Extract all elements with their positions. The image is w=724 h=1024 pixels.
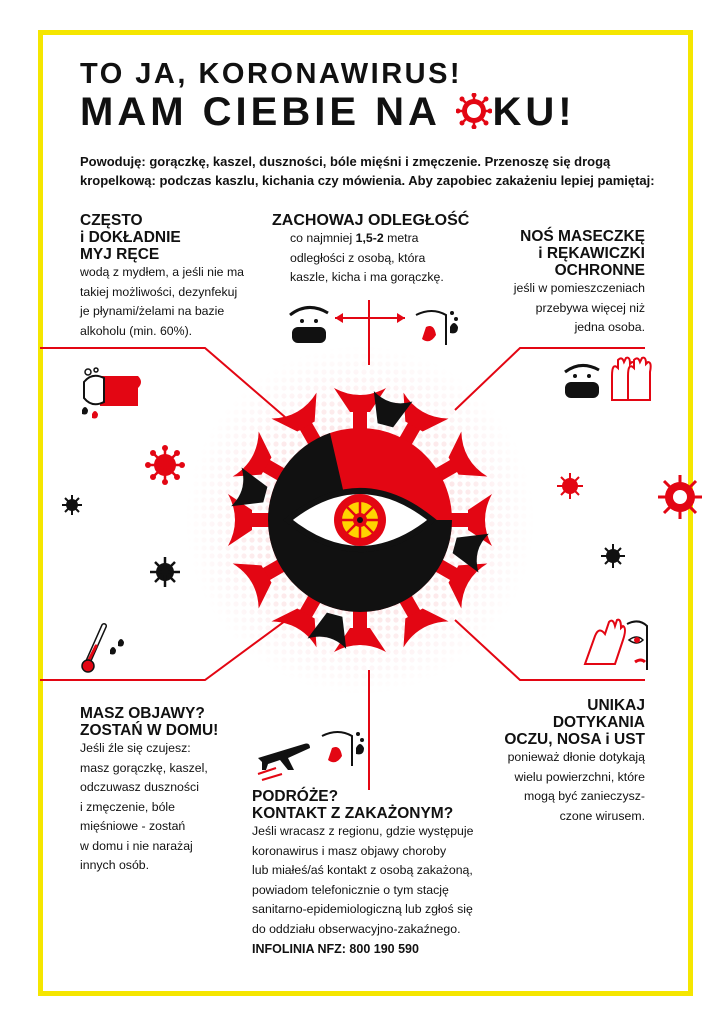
section-mask [470,228,645,338]
symptoms-text-2: masz gorączkę, kaszel, [80,760,208,775]
sneezing-face-icon [416,311,458,345]
travel-text-4: powiadom telefonicznie o tym stację [252,882,449,897]
mask-heading-1: NOŚ MASECZKĘ [520,228,645,245]
section-travel [252,788,522,939]
touch-heading-2: DOTYKANIA [552,714,645,731]
mask-heading-2: i RĘKAWICZKI [538,245,645,262]
symptoms-heading-2: ZOSTAŃ W DOMU! [80,722,219,739]
small-virus-icon [557,473,583,499]
mask-text-3: jedna osoba. [574,320,645,334]
travel-text-5: sanitarno-epidemiologiczną lub zgłoś się [252,902,473,916]
small-virus-icon [658,475,702,519]
section-hands [80,212,280,341]
symptoms-text-1: Jeśli źle się czujesz: [80,741,191,755]
symptoms-text-7: innych osób. [80,858,150,872]
small-virus-icon [150,557,180,587]
hands-heading-2: i DOKŁADNIE [80,229,181,246]
travel-text-6: do oddziału obserwacyjno-zakaźnego. [252,921,461,936]
small-virus-icon [145,445,185,485]
mask-icon [565,365,599,398]
touch-text-3: mogą być zanieczysz- [524,789,645,803]
infoline: INFOLINIA NFZ: 800 190 590 [252,942,419,956]
masked-face-icon [290,307,328,343]
hands-heading-1: CZĘSTO [80,212,143,229]
travel-heading-1: PODRÓŻE? [252,788,339,805]
symptoms-text-4: i zmęczenie, bóle [80,799,176,814]
distance-text-1 [290,229,492,249]
mask-text-1: jeśli w pomieszczeniach [513,281,645,295]
travel-text-3: lub miałeś/aś kontakt z osobą zakażoną, [252,863,473,877]
title-line-2-start: MAM CIEBIE NA [80,90,455,134]
symptoms-text-3: odczuwasz duszności [80,780,199,794]
hands-text-1: wodą z mydłem, a jeśli nie ma [80,265,245,279]
distance-heading: ZACHOWAJ ODLEGŁOŚĆ [272,212,470,229]
section-distance [272,212,492,288]
intro-text: Powoduję: gorączkę, kaszel, duszności, bóle mięśni i zmęczenie. Przenoszę się drogą kropelkową: podczas kaszlu, kichania czy mówienia. Aby zapobiec zakażeniu lepiej pamiętaj: [80,154,655,188]
distance-text-3: kaszle, kicha i ma gorączkę. [290,270,444,284]
travel-text-2: koronawirus i masz objawy choroby [252,843,447,858]
touch-text-2: wielu powierzchni, które [514,769,645,784]
mask-heading-3: OCHRONNE [554,262,645,279]
hands-heading-3: MYJ RĘCE [80,246,160,263]
thermometer-icon [82,626,124,672]
touch-text-1: ponieważ dłonie dotykają [507,750,645,764]
hands-text-4: alkoholu (min. 60%). [80,323,193,338]
touch-text-4: czone wirusem. [559,808,645,823]
travel-text-1: Jeśli wracasz z regionu, gdzie występuje [252,824,474,838]
title-line-2-end: KU! [492,90,576,134]
symptoms-heading-1: MASZ OBJAWY? [80,705,205,722]
symptoms-text-6: w domu i nie narażaj [80,838,193,853]
travel-heading-2: KONTAKT Z ZAKAŻONYM? [252,805,454,822]
touch-heading-1: UNIKAJ [587,697,645,714]
distance-text-pre: co najmniej [290,231,356,245]
small-virus-icon [601,544,625,568]
hand-touching-face-icon [585,620,647,670]
distance-text-post: metra [383,231,419,245]
section-symptoms [80,705,280,876]
distance-text-2: odległości z osobą, która [290,250,426,265]
sneezing-face-icon [322,732,364,766]
hands-text-3: je płynami/żelami na bazie [80,304,225,318]
hand-washing-icon [82,368,141,419]
distance-text-bold: 1,5-2 [355,231,384,245]
mask-text-2: przebywa więcej niż [535,300,645,315]
gloves-icon [612,358,651,400]
hands-text-2: takiej możliwości, dezynfekuj [80,284,238,299]
title-line-1: TO JA, KORONAWIRUS! [80,58,463,90]
symptoms-text-5: mięśniowe - zostań [80,819,186,833]
small-virus-icon [62,495,82,515]
touch-heading-3: OCZU, NOSA i UST [504,731,645,748]
